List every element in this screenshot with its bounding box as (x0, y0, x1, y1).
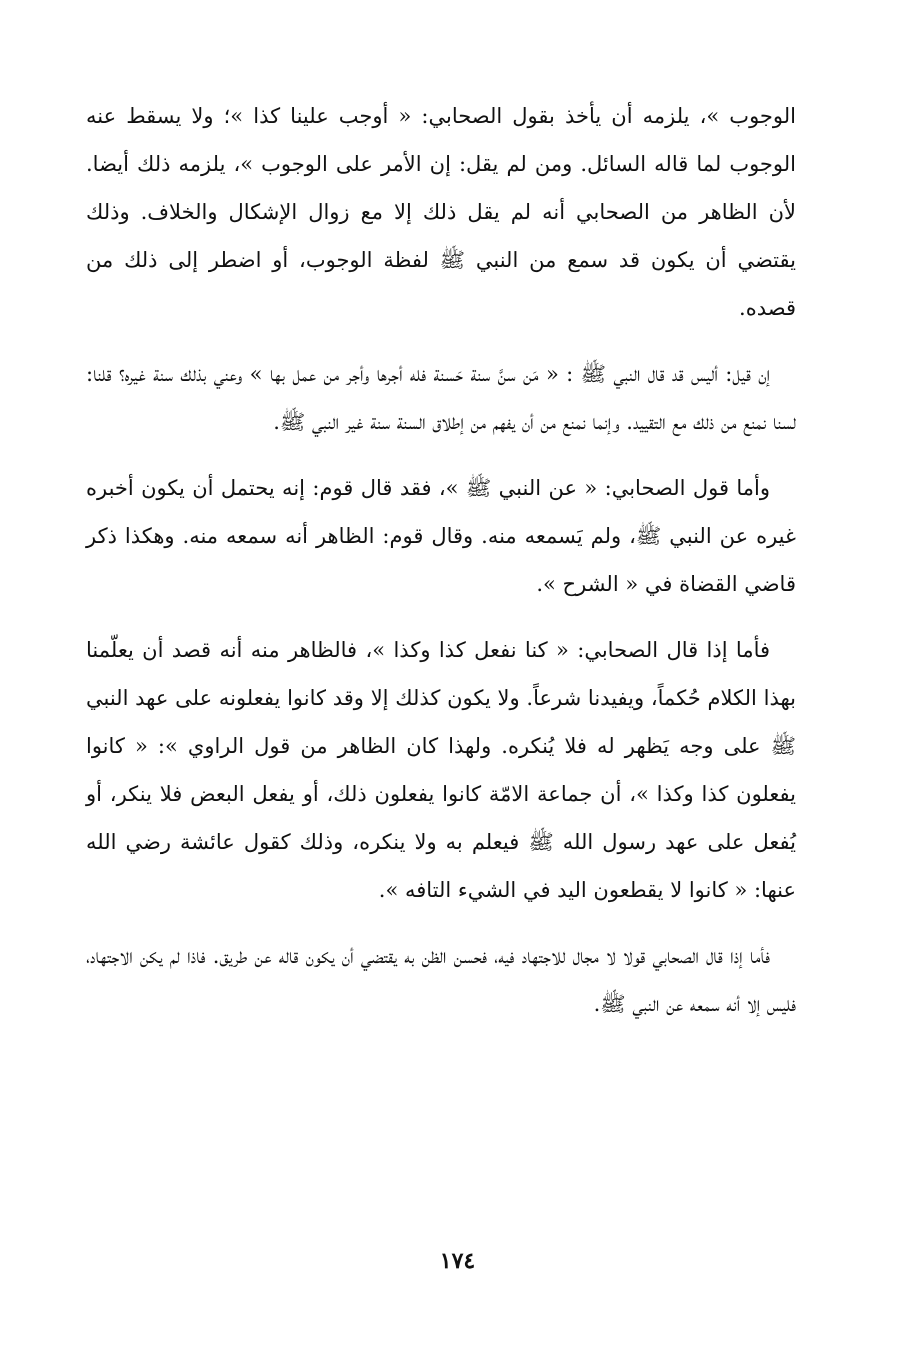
body-text (86, 92, 796, 1028)
paragraph-text: إن قيل: أليس قد قال النبي ﷺ : « مَن سنَّ سنة حَسنة فله أجرها وأجر من عمل بها » وعني بذلك سنة غيره؟ قلنا: لسنا نمنع من ذلك مع التقييد. وإنما نمنع من أن يفهم من إطلاق السنة سنة غير النبي ﷺ. (86, 362, 796, 434)
paragraph (86, 92, 796, 332)
paragraph-text: فأما إذا قال الصحابي قولا لا مجال للاجتهاد فيه، فحسن الظن به يقتضي أن يكون قاله عن طريق. فاذا لم يكن الاجتهاد، فليس إلا أنه سمعه عن النبي ﷺ. (86, 944, 796, 1016)
paragraph (86, 350, 796, 446)
paragraph-text: الوجوب »، يلزمه أن يأخذ بقول الصحابي: « أوجب علينا كذا »؛ ولا يسقط عنه الوجوب لما قاله السائل. ومن لم يقل: إن الأمر على الوجوب »، يلزمه ذلك أيضا. لأن الظاهر من الصحابي أنه لم يقل ذلك إلا مع زوال الإشكال والخلاف. وذلك يقتضي أن يكون قد سمع من النبي ﷺ لفظة الوجوب، أو اضطر إلى ذلك من قصده. (86, 104, 796, 320)
paragraph-text: فأما إذا قال الصحابي: « كنا نفعل كذا وكذا »، فالظاهر منه أنه قصد أن يعلّمنا بهذا الكلام حُكماً، ويفيدنا شرعاً. ولا يكون كذلك إلا وقد كانوا يفعلونه على عهد النبي ﷺ على وجه يَظهر له فلا يُنكره. ولهذا كان الظاهر من قول الراوي »: « كانوا يفعلون كذا وكذا »، أن جماعة الامّة كانوا يفعلون ذلك، أو يفعل البعض فلا ينكر، أو يُفعل على عهد رسول الله ﷺ فيعلم به ولا ينكره، وذلك كقول عائشة رضي الله عنها: « كانوا لا يقطعون اليد في الشيء التافه ». (86, 638, 796, 902)
paragraph-text: وأما قول الصحابي: « عن النبي ﷺ »، فقد قال قوم: إنه يحتمل أن يكون أخبره غيره عن النبي ﷺ، ولم يَسمعه منه. وقال قوم: الظاهر أنه سمعه منه. وهكذا ذكر قاضي القضاة في « الشرح ». (86, 476, 796, 596)
paragraph (86, 932, 796, 1028)
paragraph (86, 464, 796, 608)
paragraph (86, 626, 796, 914)
page-number: ١٧٤ (439, 1248, 476, 1274)
